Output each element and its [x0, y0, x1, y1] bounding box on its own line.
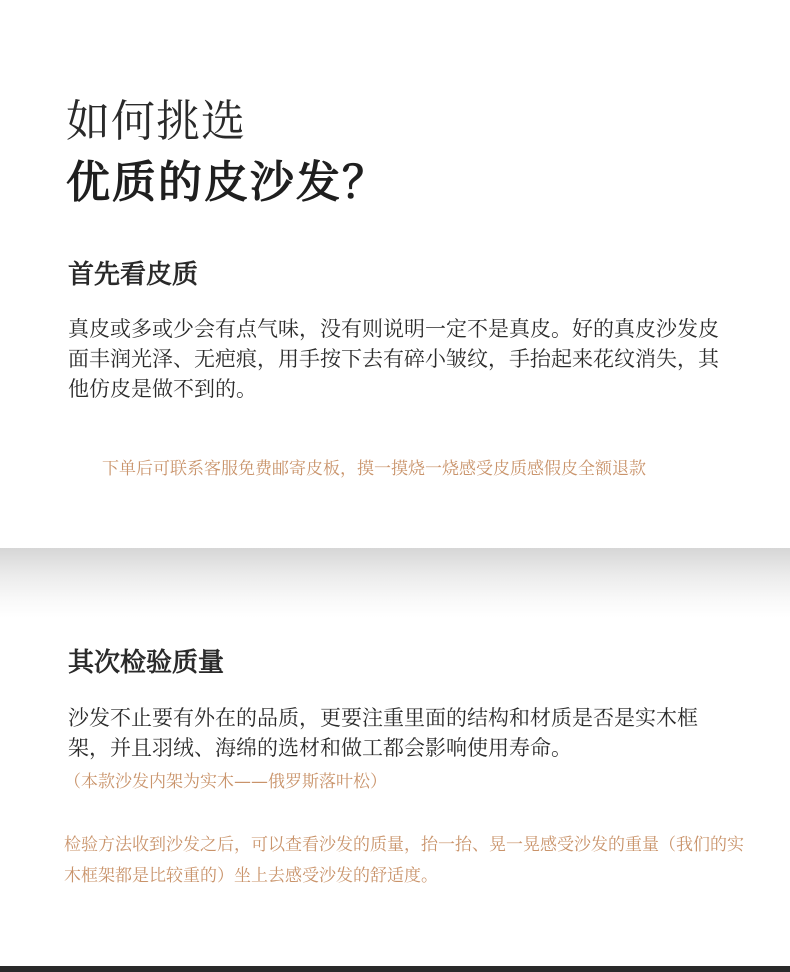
bottom-bar [0, 966, 790, 972]
section1-heading: 首先看皮质 [68, 260, 199, 290]
section1-note: 下单后可联系客服免费邮寄皮板，摸一摸烧一烧感受皮质感假皮全额退款 [102, 459, 646, 479]
section2-method-note: 检验方法收到沙发之后，可以查看沙发的质量，抬一抬、晃一晃感受沙发的重量（我们的实木框架都是比较重的）坐上去感受沙发的舒适度。 [64, 835, 744, 886]
section2-heading: 其次检验质量 [68, 648, 225, 678]
section2-material-note: （本款沙发内架为实木——俄罗斯落叶松） [64, 772, 387, 792]
section2-body: 沙发不止要有外在的品质，更要注重里面的结构和材质是否是实木框架，并且羽绒、海绵的选材和做工都会影响使用寿命。 [68, 706, 698, 760]
page-title-line2: 优质的皮沙发？ [66, 157, 388, 208]
section-divider [0, 548, 790, 618]
section1-body: 真皮或多或少会有点气味，没有则说明一定不是真皮。好的真皮沙发皮面丰润光泽、无疤痕，用手按下去有碎小皱纹，手抬起来花纹消失，其他仿皮是做不到的。 [68, 317, 719, 401]
page-title-line1: 如何挑选 [66, 96, 246, 147]
